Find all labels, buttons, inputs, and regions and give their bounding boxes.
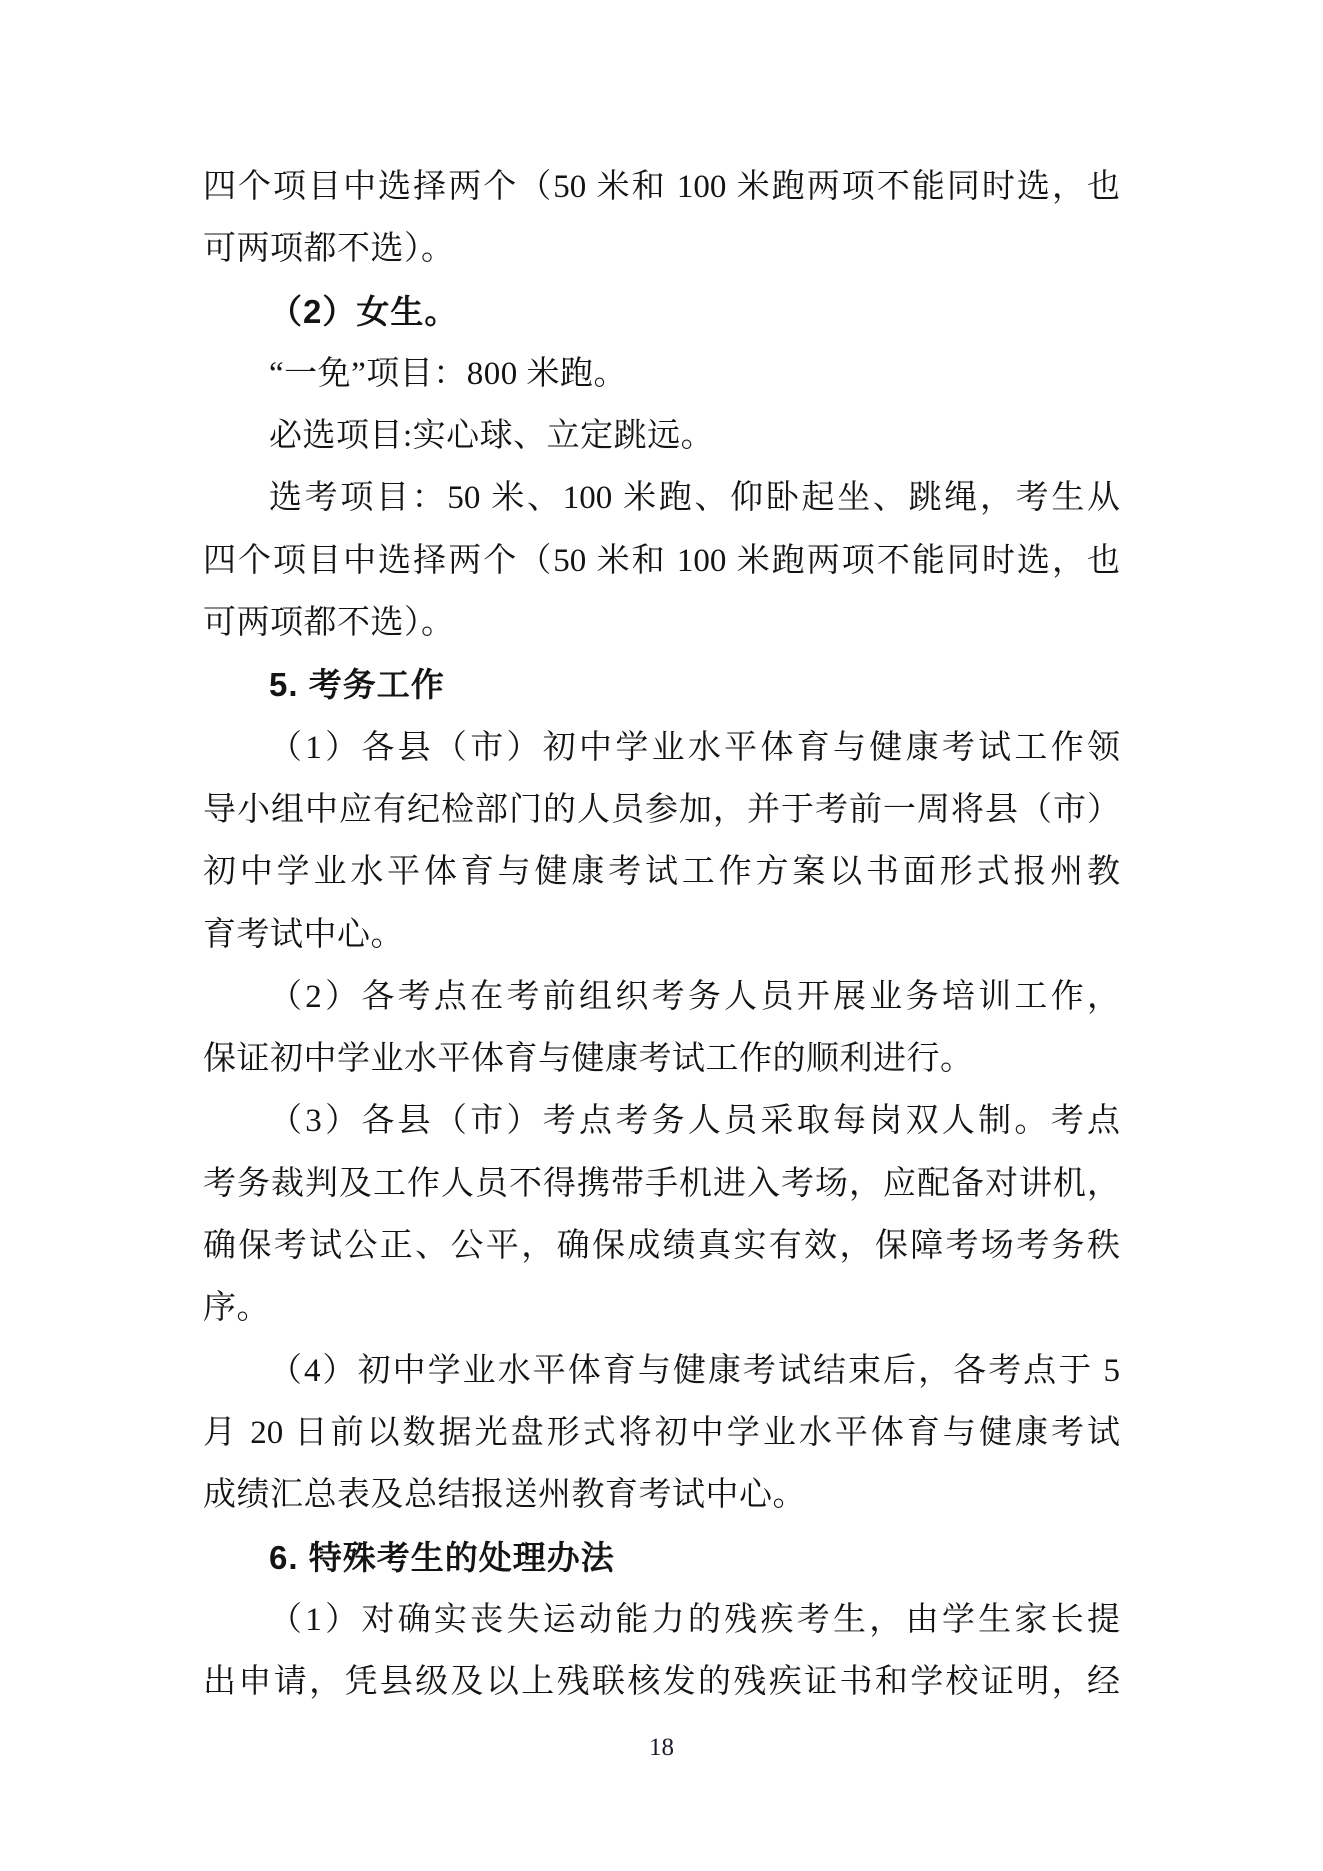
- text-line: 四个项目中选择两个（50 米和 100 米跑两项不能同时选，也: [203, 169, 1120, 205]
- document-body: [203, 156, 1120, 1713]
- text-line: （3）各县（市）考点考务人员采取每岗双人制。考点: [269, 1103, 1120, 1140]
- text-line: 成绩汇总表及总结报送州教育考试中心。: [203, 1477, 806, 1514]
- text-line: 育考试中心。: [203, 916, 404, 953]
- text-line: 初中学业水平体育与健康考试工作方案以书面形式报州教: [203, 854, 1120, 891]
- text-line: 必选项目:实心球、立定跳远。: [269, 418, 715, 455]
- text-line: （1）各县（市）初中学业水平体育与健康考试工作领: [269, 729, 1120, 766]
- text-line: 可两项都不选）。: [203, 231, 455, 268]
- text-line: 四个项目中选择两个（50 米和 100 米跑两项不能同时选，也: [203, 542, 1120, 579]
- text-line: 可两项都不选）。: [203, 605, 455, 642]
- text-line: 导小组中应有纪检部门的人员参加，并于考前一周将县（市）: [203, 791, 1120, 828]
- text-line: 序。: [203, 1290, 270, 1327]
- text-line: 保证初中学业水平体育与健康考试工作的顺利进行。: [203, 1041, 974, 1078]
- text-line: 考务裁判及工作人员不得携带手机进入考场，应配备对讲机，: [203, 1165, 1120, 1202]
- page-number: 18: [649, 1734, 674, 1761]
- text-line: 选考项目：50 米、100 米跑、仰卧起坐、跳绳，考生从: [269, 480, 1120, 517]
- text-line: （1）对确实丧失运动能力的残疾考生，由学生家长提: [269, 1601, 1120, 1638]
- heading-special-candidates: 6. 特殊考生的处理办法: [269, 1538, 615, 1576]
- heading-exam-affairs: 5. 考务工作: [269, 666, 445, 704]
- text-line: “一免”项目：800 米跑。: [269, 355, 628, 392]
- text-line: 确保考试公正、公平，确保成绩真实有效，保障考场考务秩: [203, 1228, 1120, 1265]
- text-line: 月 20 日前以数据光盘形式将初中学业水平体育与健康考试: [203, 1414, 1120, 1451]
- text-line: 出申请，凭县级及以上残联核发的残疾证书和学校证明，经: [203, 1664, 1120, 1701]
- heading-girls: （2）女生。: [269, 292, 459, 330]
- text-line: （4）初中学业水平体育与健康考试结束后，各考点于 5: [269, 1352, 1120, 1389]
- text-line: （2）各考点在考前组织考务人员开展业务培训工作，: [269, 978, 1120, 1015]
